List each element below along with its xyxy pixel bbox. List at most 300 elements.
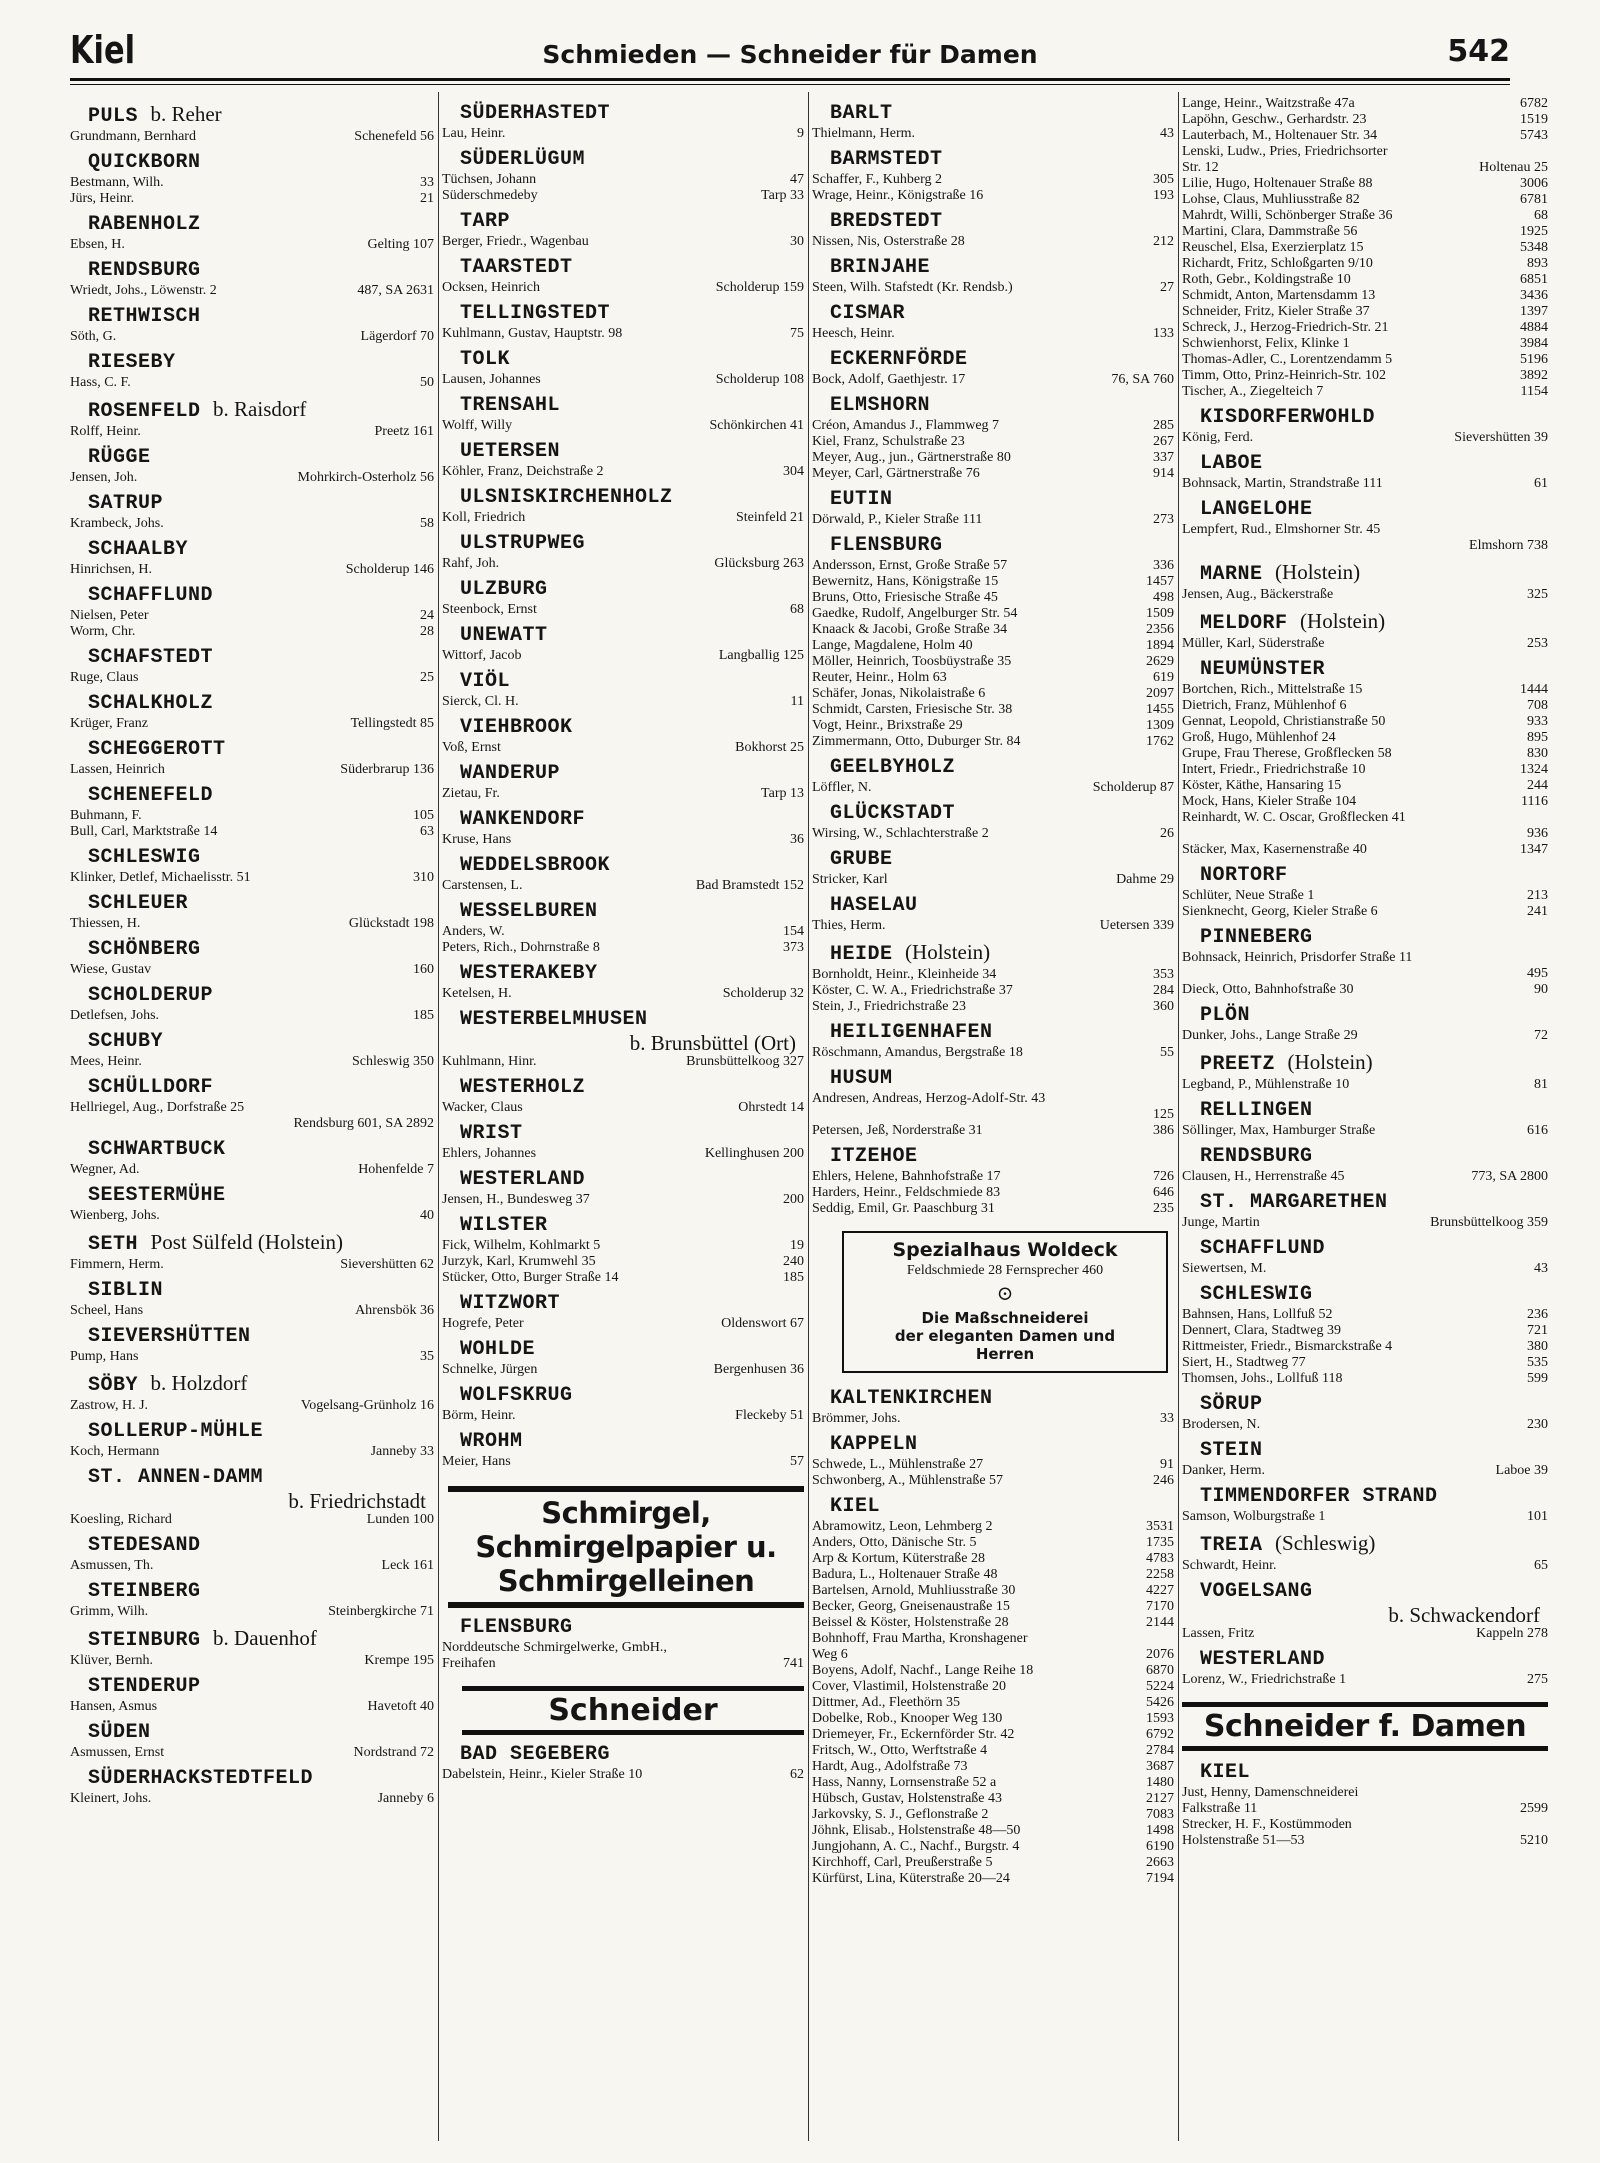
entry-phone: 43	[1160, 126, 1174, 141]
entry-name: Richardt, Fritz, Schloßgarten 9/10	[1182, 256, 1373, 271]
list-item	[70, 470, 434, 486]
list-item	[1182, 1463, 1548, 1479]
entry-name: Meyer, Carl, Gärtnerstraße 76	[812, 466, 980, 481]
place-name: TELLINGSTEDT	[460, 302, 611, 325]
directory-section	[442, 1076, 804, 1116]
entry-name: Schaffer, F., Kuhberg 2	[812, 172, 942, 187]
entry-phone: Lägerdorf 70	[360, 329, 434, 344]
directory-section	[70, 1030, 434, 1070]
place-name: TOLK	[460, 348, 511, 371]
entry-name: Möller, Heinrich, Toosbüystraße 35	[812, 654, 1012, 669]
place-heading	[70, 1721, 434, 1745]
directory-section	[1182, 1237, 1548, 1277]
entry-name: Thielmann, Herm.	[812, 126, 916, 141]
directory-section	[442, 148, 804, 204]
entry-continuation: Elmshorn 738	[1469, 538, 1548, 553]
entry-name: Siert, H., Stadtweg 77	[1182, 1355, 1306, 1370]
list-item	[442, 172, 804, 188]
list-item	[1182, 1077, 1548, 1093]
place-name: KIEL	[1200, 1761, 1251, 1784]
entry-phone: 3531	[1146, 1519, 1174, 1534]
place-name: STEINBERG	[88, 1580, 201, 1603]
place-heading	[1182, 1580, 1548, 1604]
place-heading	[1182, 1283, 1548, 1307]
entry-phone: 33	[1160, 1411, 1174, 1426]
entry-name: Worm, Chr.	[70, 624, 136, 639]
entry-name: Pump, Hans	[70, 1349, 139, 1364]
entry-phone: Nordstrand 72	[353, 1745, 434, 1760]
list-item	[1182, 714, 1548, 730]
directory-section	[812, 1067, 1174, 1139]
entry-phone: 310	[413, 870, 434, 885]
entry-phone	[1542, 1785, 1548, 1801]
entry-name: Lohse, Claus, Muhliusstraße 82	[1182, 192, 1360, 207]
entry-phone: 244	[1527, 778, 1548, 793]
place-heading	[442, 210, 804, 234]
place-heading	[442, 348, 804, 372]
entry-phone: 2599	[1520, 1801, 1548, 1816]
place-name: GLÜCKSTADT	[830, 802, 956, 825]
list-item	[1182, 1672, 1548, 1688]
place-name: WOLFSKRUG	[460, 1384, 573, 1407]
entry-phone: 236	[1527, 1307, 1548, 1322]
list-item	[812, 872, 1174, 888]
entry-phone: 26	[1160, 826, 1174, 841]
directory-section	[812, 256, 1174, 296]
entry-name: Lau, Heinr.	[442, 126, 506, 141]
place-heading	[70, 305, 434, 329]
entry-phone: 1498	[1146, 1823, 1174, 1838]
list-item	[1182, 982, 1548, 998]
place-qualifier: (Holstein)	[1275, 560, 1361, 584]
place-name: SCHEGGEROTT	[88, 738, 226, 761]
list-item	[812, 1759, 1174, 1775]
place-qualifier: b. Holzdorf	[150, 1371, 248, 1395]
directory-section	[70, 397, 434, 440]
place-name: SÜDERHACKSTEDTFELD	[88, 1767, 314, 1790]
entry-name: Mahrdt, Willi, Schönberger Straße 36	[1182, 208, 1393, 223]
entry-name: Köhler, Franz, Deichstraße 2	[442, 464, 604, 479]
entry-name: Intert, Friedr., Friedrichstraße 10	[1182, 762, 1366, 777]
entry-phone: 535	[1527, 1355, 1548, 1370]
entry-phone: 11	[790, 694, 804, 709]
entry-name: Hass, Nanny, Lornsenstraße 52 a	[812, 1775, 997, 1790]
list-item	[70, 762, 434, 778]
entry-phone: 68	[1534, 208, 1548, 223]
entry-phone: 285	[1153, 418, 1174, 433]
place-heading	[1182, 1393, 1548, 1417]
entry-name: Grimm, Wilh.	[70, 1604, 149, 1619]
entry-name: Reuter, Heinr., Holm 63	[812, 670, 947, 685]
entry-phone: 133	[1153, 326, 1174, 341]
entry-phone: 101	[1527, 1509, 1548, 1524]
list-item	[812, 1615, 1174, 1631]
entry-name: Koll, Friedrich	[442, 510, 526, 525]
directory-section	[70, 1230, 434, 1273]
place-heading	[442, 1292, 804, 1316]
entry-name: Schäfer, Jonas, Nikolaistraße 6	[812, 686, 986, 701]
list-item	[812, 418, 1174, 434]
place-name: STENDERUP	[88, 1675, 201, 1698]
place-name: SCHALKHOLZ	[88, 692, 214, 715]
entry-name: Falkstraße 11	[1182, 1801, 1258, 1816]
place-name: SCHÖNBERG	[88, 938, 201, 961]
entry-phone: Janneby 33	[370, 1444, 434, 1459]
entry-name: Wriedt, Johs., Löwenstr. 2	[70, 283, 217, 298]
place-name: TARP	[460, 210, 511, 233]
entry-name: Wittorf, Jacob	[442, 648, 522, 663]
entry-phone: 599	[1527, 1371, 1548, 1386]
place-heading	[70, 784, 434, 808]
place-name: ST. MARGARETHEN	[1200, 1191, 1388, 1214]
entry-name: Zimmermann, Otto, Duburger Str. 84	[812, 734, 1021, 749]
entry-name: Harders, Heinr., Feldschmiede 83	[812, 1185, 1001, 1200]
place-heading	[442, 854, 804, 878]
entry-name: Hass, C. F.	[70, 375, 131, 390]
entry-phone: 5210	[1520, 1833, 1548, 1848]
place-heading	[70, 1580, 434, 1604]
entry-phone: 1154	[1520, 384, 1548, 399]
entry-phone: Scholderup 159	[715, 280, 804, 295]
directory-section	[70, 492, 434, 532]
list-item	[442, 878, 804, 894]
place-name: WESTERAKEBY	[460, 962, 598, 985]
entry-name: Hübsch, Gustav, Holstenstraße 43	[812, 1791, 1003, 1806]
directory-section	[70, 784, 434, 840]
place-name: SCHÜLLDORF	[88, 1076, 214, 1099]
directory-section	[70, 1626, 434, 1669]
entry-name: Lange, Heinr., Waitzstraße 47a	[1182, 96, 1355, 111]
place-name: SCHAFFLUND	[88, 584, 214, 607]
list-item	[812, 1185, 1174, 1201]
place-name: KALTENKIRCHEN	[830, 1387, 993, 1410]
list-item	[812, 1647, 1174, 1663]
place-name: SCHAFFLUND	[1200, 1237, 1326, 1260]
entry-name: Legband, P., Mühlenstraße 10	[1182, 1077, 1350, 1092]
entry-phone: 47	[790, 172, 804, 187]
column-2	[442, 96, 804, 2143]
list-item	[70, 1257, 434, 1273]
list-item	[70, 1653, 434, 1669]
entry-phone: Leck 161	[381, 1558, 434, 1573]
entry-name: Vogt, Heinr., Brixstraße 29	[812, 718, 963, 733]
place-heading	[1182, 1439, 1548, 1463]
entry-phone: Schönkirchen 41	[709, 418, 804, 433]
entry-name: Kürfürst, Lina, Küterstraße 20—24	[812, 1871, 1010, 1886]
place-qualifier: b. Brunsbüttel (Ort)	[629, 1031, 796, 1055]
place-heading	[1182, 864, 1548, 888]
place-heading	[442, 716, 804, 740]
entry-name: Bornholdt, Heinr., Kleinheide 34	[812, 967, 997, 982]
place-name: VIEHBROOK	[460, 716, 573, 739]
list-item	[1182, 96, 1548, 112]
list-item	[70, 562, 434, 578]
ad-line: Schmirgelpapier u.	[475, 1530, 777, 1564]
place-heading	[70, 846, 434, 870]
place-name: ULSTRUPWEG	[460, 532, 586, 555]
list-item	[1182, 320, 1548, 336]
place-heading	[70, 1030, 434, 1054]
column-divider	[808, 92, 809, 2141]
directory-section	[70, 1466, 434, 1528]
place-name: KISDORFERWOHLD	[1200, 406, 1376, 429]
entry-name: Schnelke, Jürgen	[442, 1362, 538, 1377]
entry-name: Andersson, Ernst, Große Straße 57	[812, 558, 1008, 573]
entry-name: Schreck, J., Herzog-Friedrich-Str. 21	[1182, 320, 1389, 335]
entry-name: Lempfert, Rud., Elmshorner Str. 45	[1182, 522, 1381, 537]
place-heading	[1182, 1191, 1548, 1215]
place-name: SÖBY	[88, 1374, 139, 1397]
directory-section	[442, 256, 804, 296]
entry-phone	[1542, 810, 1548, 826]
list-item	[812, 718, 1174, 734]
directory-section	[70, 1325, 434, 1365]
entry-phone: Steinbergkirche 71	[328, 1604, 434, 1619]
list-item	[442, 1100, 804, 1116]
entry-name: Samson, Wolburgstraße 1	[1182, 1509, 1326, 1524]
list-item	[442, 126, 804, 142]
entry-phone: 1925	[1520, 224, 1548, 239]
entry-name: Mees, Heinr.	[70, 1054, 142, 1069]
place-name: SCHWARTBUCK	[88, 1138, 226, 1161]
place-heading	[442, 1168, 804, 1192]
list-item	[812, 983, 1174, 999]
list-item	[442, 326, 804, 342]
place-heading	[442, 102, 804, 126]
place-name: PULS	[88, 105, 139, 128]
list-item	[1182, 587, 1548, 603]
entry-phone: Ahrensbök 36	[355, 1303, 434, 1318]
place-name: ST. ANNEN-DAMM	[88, 1466, 264, 1489]
entry-name: Schwienhorst, Felix, Klinke 1	[1182, 336, 1350, 351]
list-item	[1182, 224, 1548, 240]
list-item	[442, 1454, 804, 1470]
entry-name: Créon, Amandus J., Flammweg 7	[812, 418, 1000, 433]
entry-phone: 75	[790, 326, 804, 341]
place-name: WRIST	[460, 1122, 523, 1145]
entry-phone: 353	[1153, 967, 1174, 982]
woldeck-advertisement	[842, 1231, 1168, 1373]
entry-phone: 57	[790, 1454, 804, 1469]
page-header	[70, 28, 1510, 84]
place-name: PINNEBERG	[1200, 926, 1313, 949]
entry-name: Kruse, Hans	[442, 832, 512, 847]
entry-phone: 63	[420, 824, 434, 839]
entry-phone: Bokhorst 25	[735, 740, 804, 755]
place-name: SÜDEN	[88, 1721, 151, 1744]
list-item	[812, 1711, 1174, 1727]
place-name: TREIA	[1200, 1534, 1263, 1557]
entry-phone: 58	[420, 516, 434, 531]
entry-name: Köster, Käthe, Hansaring 15	[1182, 778, 1342, 793]
list-item	[812, 1551, 1174, 1567]
entry-name: Arp & Kortum, Küterstraße 28	[812, 1551, 986, 1566]
list-item	[70, 129, 434, 145]
list-item	[442, 940, 804, 956]
directory-section	[442, 1008, 804, 1070]
list-item	[70, 870, 434, 886]
list-item	[1182, 304, 1548, 320]
entry-phone: 1324	[1520, 762, 1548, 777]
place-name: ULSNISKIRCHENHOLZ	[460, 486, 673, 509]
entry-name: Dörwald, P., Kieler Straße 111	[812, 512, 983, 527]
entry-name: Lausen, Johannes	[442, 372, 541, 387]
list-item	[1182, 762, 1548, 778]
ad-body-line: Die Maßschneiderei	[921, 1309, 1089, 1327]
entry-phone: 35	[420, 1349, 434, 1364]
place-heading	[70, 151, 434, 175]
place-name: GEELBYHOLZ	[830, 756, 956, 779]
entry-phone: 24	[420, 608, 434, 623]
list-item	[442, 832, 804, 848]
directory-section	[812, 348, 1174, 388]
list-item	[812, 590, 1174, 606]
list-item	[70, 1054, 434, 1070]
entry-phone: 6190	[1146, 1839, 1174, 1854]
entry-phone: 337	[1153, 450, 1174, 465]
list-item	[1182, 778, 1548, 794]
directory-section	[70, 1138, 434, 1178]
place-name: STEIN	[1200, 1439, 1263, 1462]
entry-phone: 240	[783, 1254, 804, 1269]
list-item	[1182, 810, 1548, 826]
entry-name: Jungjohann, A. C., Nachf., Burgstr. 4	[812, 1839, 1020, 1854]
entry-phone: 646	[1153, 1185, 1174, 1200]
entry-name: Hogrefe, Peter	[442, 1316, 524, 1331]
entry-phone: Scholderup 32	[722, 986, 804, 1001]
list-item	[1182, 636, 1548, 652]
entry-phone: 273	[1153, 512, 1174, 527]
directory-section	[442, 578, 804, 618]
entry-name: Detlefsen, Johs.	[70, 1008, 160, 1023]
list-item	[812, 326, 1174, 342]
list-item	[442, 234, 804, 250]
place-name: BREDSTEDT	[830, 210, 943, 233]
place-heading	[812, 256, 1174, 280]
place-heading	[442, 440, 804, 464]
entry-name: Bock, Adolf, Gaethjestr. 17	[812, 372, 966, 387]
list-item	[442, 602, 804, 618]
list-item	[442, 1767, 804, 1783]
place-heading	[442, 624, 804, 648]
place-heading	[70, 213, 434, 237]
list-item	[1182, 1371, 1548, 1387]
list-item	[1182, 682, 1548, 698]
directory-section	[1182, 864, 1548, 920]
directory-section	[812, 1495, 1174, 1887]
place-heading	[812, 102, 1174, 126]
place-name: WITZWORT	[460, 1292, 561, 1315]
list-item	[1182, 1169, 1548, 1185]
entry-phone: Sievershütten 62	[340, 1257, 434, 1272]
place-heading	[442, 256, 804, 280]
directory-section	[442, 1338, 804, 1378]
place-heading	[70, 1371, 434, 1398]
directory-section	[812, 940, 1174, 1015]
place-heading	[1182, 1145, 1548, 1169]
entry-phone: 6781	[1520, 192, 1548, 207]
entry-name: Asmussen, Ernst	[70, 1745, 165, 1760]
entry-name: Lapöhn, Geschw., Gerhardstr. 23	[1182, 112, 1367, 127]
directory-section	[442, 102, 804, 142]
list-item	[1182, 1307, 1548, 1323]
entry-name: Bruns, Otto, Friesische Straße 45	[812, 590, 998, 605]
place-heading	[812, 1387, 1174, 1411]
list-item	[70, 375, 434, 391]
entry-name: Koch, Hermann	[70, 1444, 160, 1459]
place-name: SEESTERMÜHE	[88, 1184, 226, 1207]
directory-section	[1182, 1004, 1548, 1044]
place-heading	[70, 1534, 434, 1558]
entry-phone: 325	[1527, 587, 1548, 602]
section-heading-schneider-damen: Schneider f. Damen	[1182, 1702, 1548, 1751]
entry-name: Thomsen, Johs., Lollfuß 118	[1182, 1371, 1343, 1386]
entry-phone: Preetz 161	[374, 424, 434, 439]
place-name: RELLINGEN	[1200, 1099, 1313, 1122]
place-heading	[812, 756, 1174, 780]
ad-line: Schmirgel,	[541, 1496, 711, 1530]
entry-name: Dennert, Clara, Stadtweg 39	[1182, 1323, 1342, 1338]
entry-phone: 2784	[1146, 1743, 1174, 1758]
place-name: NEUMÜNSTER	[1200, 658, 1326, 681]
entry-phone: 154	[783, 924, 804, 939]
entry-name: Jurzyk, Karl, Krumwehl 35	[442, 1254, 596, 1269]
list-item	[1182, 1355, 1548, 1371]
directory-section	[442, 670, 804, 710]
place-qualifier: b. Dauenhof	[213, 1626, 317, 1650]
entry-phone	[1542, 1817, 1548, 1833]
entry-phone: 72	[1534, 1028, 1548, 1043]
directory-section	[1182, 1050, 1548, 1093]
list-item	[1182, 128, 1548, 144]
directory-section	[812, 534, 1174, 750]
place-heading	[442, 1743, 804, 1767]
entry-phone: 50	[420, 375, 434, 390]
entry-phone: 21	[420, 191, 434, 206]
entry-phone: Steinfeld 21	[735, 510, 804, 525]
place-heading	[812, 488, 1174, 512]
entry-name: Wrage, Heinr., Königstraße 16	[812, 188, 984, 203]
place-heading	[442, 900, 804, 924]
entry-phone: 933	[1527, 714, 1548, 729]
directory-section	[1182, 1145, 1548, 1185]
entry-phone: 90	[1534, 982, 1548, 997]
entry-name: Jürs, Heinr.	[70, 191, 135, 206]
list-item	[1182, 1417, 1548, 1433]
place-heading	[70, 1325, 434, 1349]
list-item	[70, 808, 434, 824]
directory-section	[812, 1387, 1174, 1427]
list-item	[812, 1775, 1174, 1791]
entry-phone: 2258	[1146, 1567, 1174, 1582]
entry-phone: Glücksburg 263	[714, 556, 804, 571]
entry-phone: 19	[790, 1238, 804, 1253]
place-name: TIMMENDORFER STRAND	[1200, 1485, 1438, 1508]
entry-phone: 3006	[1520, 176, 1548, 191]
entry-name: Fritsch, W., Otto, Werftstraße 4	[812, 1743, 988, 1758]
ad-line: Schmirgelleinen	[497, 1564, 755, 1598]
page-number: 542	[1447, 34, 1510, 69]
place-name: SCHOLDERUP	[88, 984, 214, 1007]
entry-name: Danker, Herm.	[1182, 1463, 1266, 1478]
list-item	[1182, 1215, 1548, 1231]
entry-name: Wirsing, W., Schlachterstraße 2	[812, 826, 989, 841]
ad-title: Spezialhaus Woldeck	[892, 1239, 1118, 1261]
entry-phone: 2356	[1146, 622, 1174, 637]
entry-phone: 253	[1527, 636, 1548, 651]
place-heading	[442, 808, 804, 832]
list-item	[812, 1791, 1174, 1807]
